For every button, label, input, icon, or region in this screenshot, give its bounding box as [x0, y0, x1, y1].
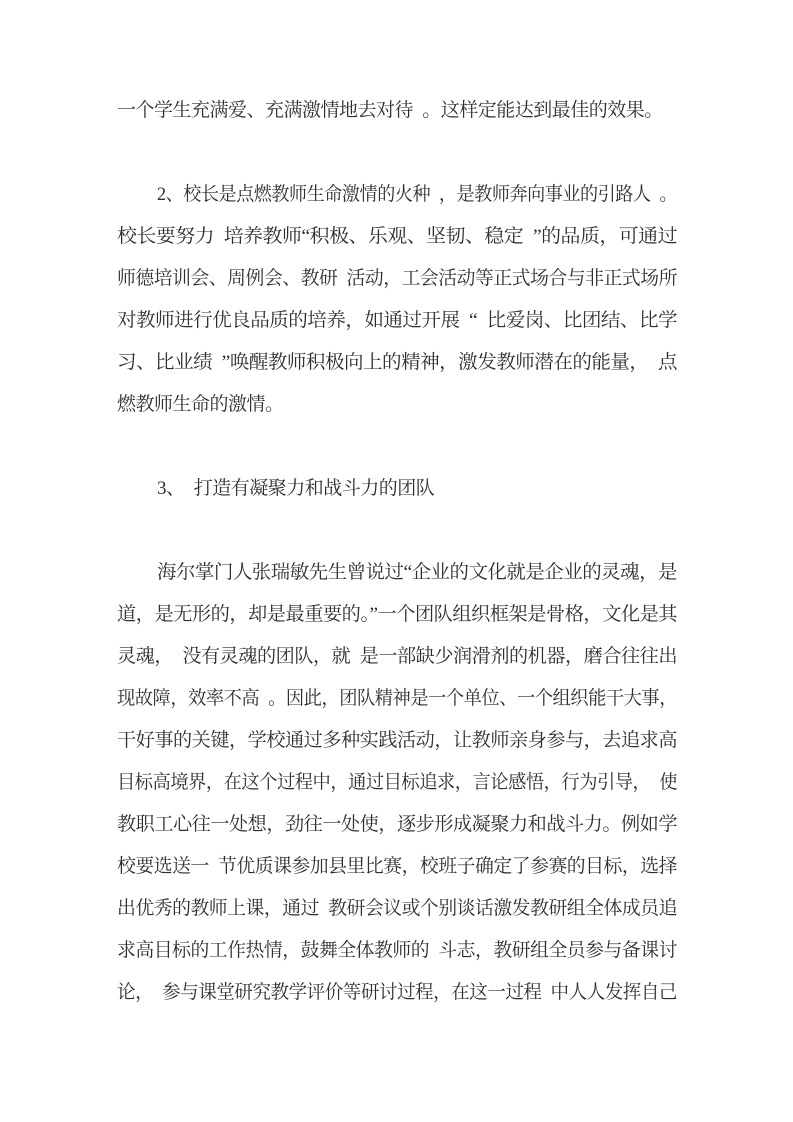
- text-line: [117, 90, 677, 132]
- text-line: [117, 678, 677, 720]
- text-line-content: 燃教师生命的激情。: [117, 394, 284, 415]
- text-line-content: 3、 打造有凝聚力和战斗力的团队: [157, 478, 435, 499]
- text-line: [117, 216, 677, 258]
- text-line-content: 师德培训会、周例会、教研 活动，工会活动等正式场合与非正式场所: [117, 268, 677, 289]
- text-line: [117, 342, 677, 384]
- text-line: [117, 846, 677, 888]
- text-line: [117, 384, 677, 426]
- text-line-content: 干好事的关键，学校通过多种实践活动，让教师亲身参与，去追求高: [117, 730, 678, 751]
- text-line: [117, 636, 677, 678]
- text-line-content: 求高目标的工作热情，鼓舞全体教师的 斗志，教研组全员参与备课讨: [117, 940, 677, 961]
- paragraph-continuation: [117, 90, 793, 132]
- text-line: [117, 720, 677, 762]
- text-line: [117, 762, 677, 804]
- text-line-content: 出优秀的教师上课，通过 教研会议或个别谈话激发教研组全体成员追: [117, 898, 677, 919]
- text-line-content: 一个学生充满爱、充满激情地去对待 。这样定能达到最佳的效果。: [117, 100, 663, 121]
- text-line-content: 目标高境界，在这个过程中，通过目标追求，言论感悟，行为引导， 使: [117, 772, 677, 793]
- text-line: [117, 972, 677, 1014]
- text-line: [117, 468, 677, 510]
- text-line-content: 对教师进行优良品质的培养，如通过开展 “ 比爱岗、比团结、比学: [117, 310, 678, 331]
- text-line: [117, 300, 677, 342]
- heading-section-3: [117, 468, 793, 510]
- text-line: [117, 174, 677, 216]
- text-line-content: 校要选送一 节优质课参加县里比赛，校班子确定了参赛的目标，选择: [117, 856, 677, 877]
- text-line: [117, 930, 677, 972]
- text-line: [117, 258, 677, 300]
- text-line: [117, 804, 677, 846]
- text-line: [117, 594, 677, 636]
- text-line-content: 教职工心往一处想，劲往一处使，逐步形成凝聚力和战斗力。例如学: [117, 814, 678, 835]
- text-line: [117, 552, 677, 594]
- text-line-content: 道，是无形的，却是最重要的。”一个团队组织框架是骨格，文化是其: [117, 604, 678, 625]
- text-line-content: 校长要努力 培养教师“积极、乐观、坚韧、稳定 ”的品质，可通过: [117, 226, 677, 247]
- paragraph-section-2: [117, 174, 793, 426]
- text-line-content: 海尔掌门人张瑞敏先生曾说过“企业的文化就是企业的灵魂，是: [157, 562, 678, 583]
- text-line: [117, 888, 677, 930]
- text-line-content: 2、校长是点燃教师生命激情的火种 ，是教师奔向事业的引路人 。: [157, 184, 677, 205]
- text-line-content: 论， 参与课堂研究教学评价等研讨过程，在这一过程 中人人发挥自己: [117, 982, 677, 1003]
- text-line-content: 灵魂， 没有灵魂的团队，就 是一部缺少润滑剂的机器，磨合往往出: [117, 646, 678, 667]
- text-line-content: 习、比业绩 ”唤醒教师积极向上的精神，激发教师潜在的能量， 点: [117, 352, 678, 373]
- text-line-content: 现故障，效率不高 。因此，团队精神是一个单位、一个组织能干大事，: [117, 688, 677, 709]
- paragraph-section-4: [117, 552, 793, 1014]
